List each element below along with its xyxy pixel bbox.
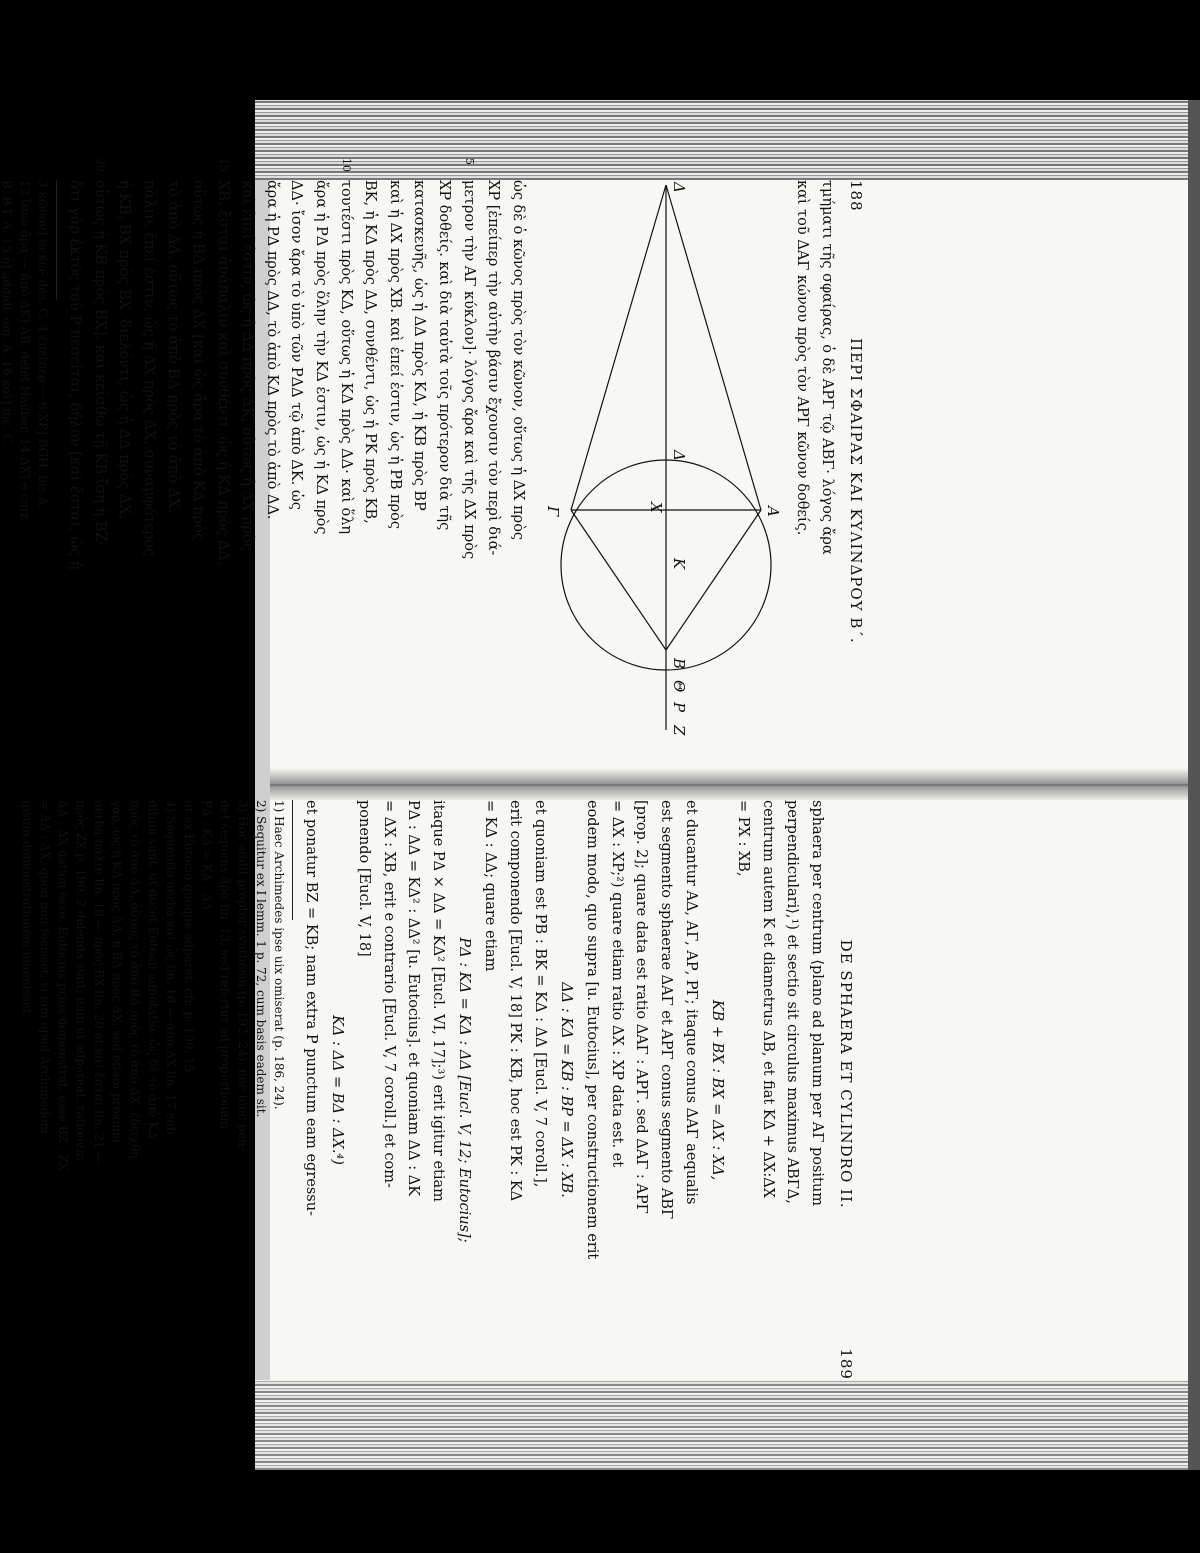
page-number: 188 — [847, 180, 865, 212]
footnote: ditiua sunt, ut docet Eutocii adnotatio: ὡς δὲ τὸ ἀπὸ ΚΔ — [145, 800, 160, 1140]
label-rho: Ρ — [669, 702, 688, 713]
label-theta: Θ — [669, 680, 688, 693]
footnote: PΔ : KΔ = KΔ : ΔΔ, — [199, 800, 214, 915]
page-number: 189 — [837, 1348, 855, 1380]
footnote-rule — [56, 180, 57, 300]
line-text: κατασκευῆς, ὡς ἡ ΔΔ πρὸς ΚΔ, ἡ ΚΒ πρὸς ΒΡ — [411, 180, 428, 511]
line-text: ΧΒ, ἔσται ἀνάπαλιν καὶ συνθέντι, ὡς ἡ ΚΔ πρὸς ΔΔ, — [214, 180, 231, 566]
line-pg — [571, 510, 666, 650]
text-line — [235, 180, 260, 770]
text-line: perpendiculari⟩,¹) et sectio sit circulus maximus ΑΒΓΔ, — [784, 800, 801, 1204]
line-text: ΔΔ· ἴσον ἄρα τὸ ὑπὸ τῶν ΡΔΔ τῷ ἀπὸ ΔΚ. ὡς — [288, 180, 305, 510]
footnote-rule — [292, 800, 293, 920]
line: τμήματι τῆς σφαίρας, ὁ δὲ ΑΡΓ τῷ ΑΒΓ· λόγος ἄρα — [819, 180, 835, 555]
label-alpha: Α — [763, 506, 782, 517]
label-gamma: Γ — [543, 506, 562, 517]
book-cover-edge — [1188, 100, 1200, 1470]
footnotes — [18, 800, 288, 1380]
book-scan — [0, 100, 1200, 1470]
equation: KΔ : ΔΔ = BΔ : ΔX.⁴) — [329, 1015, 346, 1165]
text-line: = ΔX : XB, erit e contrario [Eucl. V, 7 coroll.] et com- — [380, 800, 397, 1188]
page-edges-bottom — [255, 1380, 1200, 1470]
line-text: καὶ ἐπεί ἐστιν, ὡς ἡ ΔΔ πρὸς ΔΚ, οὕτως ἡ ΔΧ πρὸς — [239, 180, 256, 551]
text-line: ponendo [Eucl. V, 18] — [356, 800, 373, 957]
text-line — [431, 180, 456, 770]
line-number: 5 — [462, 158, 476, 165]
footnote: 4) Sequentia uerba καὶ ὡς lin. 16 — ἀπὸ ΔΧ lin. 17 sub- — [163, 800, 178, 1139]
equation: ΔΔ : KΔ = KB : BP = ΔX : XB. — [557, 982, 574, 1198]
line: καὶ τοῦ ΔΑΓ κώνου πρὸς τὸν ΑΡΓ κῶνον δοθείς. — [794, 180, 811, 536]
running-head-left — [839, 180, 865, 770]
footnote: 3) Hoc addit propter synthesin (p. 192, 24). nec hinc pen- — [235, 800, 250, 1151]
page-edges-top — [255, 100, 1200, 180]
footnote: ΔΔ : ΔΧ datam esse, Eutocius prius demonstrat, esse ΒΖ : ΖΧ — [55, 800, 70, 1172]
text-line — [284, 180, 309, 770]
line-text: ὡς δὲ ὁ κῶνος πρὸς τὸν κῶνον, οὕτως ἡ ΔΧ πρὸς — [509, 180, 526, 541]
running-head: ΠΕΡΙ ΣΦΑΙΡΑΣ ΚΑΙ ΚΥΛΙΝΔΡΟΥ Β΄. — [847, 337, 865, 644]
line-text: τὸ ἀπὸ ΔΔ, οὕτως τὸ ἀπὸ ΒΔ πρὸς τὸ ἀπὸ ΔΧ. — [165, 180, 182, 513]
footnote: uerba πάλιν lin. 18 — πρὸς ΒΧ lin. 20 et καὶ ἔσται lin. 21 — — [91, 800, 106, 1165]
label-chi: Χ — [646, 502, 665, 513]
main-text — [63, 158, 530, 770]
footnote: 2) Sequitur ex I lemm. 1 p. 72, cum basis eadem sit. — [253, 800, 268, 1118]
footnote: γάρ, ὡς ἡ ΚΔ πρὸς ΔΔ, ἡ ΒΔ πρὸς ΔΧ, sed etiam proxima — [109, 800, 124, 1143]
text-line — [161, 180, 186, 770]
label-zeta: Ζ — [669, 725, 688, 736]
text-line — [210, 158, 235, 770]
text-line: PΔ : ΔΔ = KΔ² : ΔΔ² [u. Eutocius]. et quoniam ΔΔ : ΔK — [405, 800, 422, 1197]
line-text: ΧΡ [ἐπείπερ τὴν αὐτὴν βάσιν ἔχουσιν τὸν περὶ διά- — [485, 180, 502, 556]
text-line — [136, 180, 161, 770]
footnote: πρὸς τὸ ἀπὸ ΔΔ, οὕτως τὸ ἀπὸ ΒΔ πρὸς τὸ ἀπὸ ΔΧ. ἐδείχθη — [127, 800, 142, 1159]
equation: KB + BX : BX = ΔX : XΔ, — [708, 999, 725, 1181]
text-line — [481, 180, 506, 770]
running-head: DE SPHAERA ET CYLINDRO II. — [837, 939, 855, 1209]
line-text: ΧΡ δοθείς. καὶ διὰ ταὐτὰ τοῖς πρότερον διὰ τῆς — [436, 180, 453, 531]
text-line: itaque PΔ × ΔΔ = KΔ² [Eucl. VI, 17];³) erit igitur etiam — [429, 800, 446, 1202]
text-line — [308, 180, 333, 770]
text-line — [407, 180, 432, 770]
footnote: B, B Γ A. 15 ἡ] addidi, om. A. 16 καὶ] inc. C. — [0, 180, 14, 447]
text-line: sphaera per centrum ⟨plano ad planum per ΑΓ positum — [809, 800, 825, 1206]
footnote: 3 κῶνον] in κω- des. C. 4 ἐπείπερ — 6 ΧΡ] BGH, bis A. — [35, 180, 50, 510]
footnote: 12 ἴσον ἄρα — ἀπὸ ΔΚ] ΑΒ, delet Hauber. 14 ΔΧ] e corr. — [17, 180, 32, 522]
line-text: πάλιν, ἐπεί ἐστιν, ὡς ἡ ΔΧ πρὸς ΔΧ, συναμφότερος — [140, 180, 157, 557]
page-189 — [19, 800, 1190, 1380]
label-delta: Δ — [669, 450, 688, 461]
text-line — [87, 158, 112, 770]
line-text: ΒΚ, ἡ ΚΔ πρὸς ΔΔ, συνθέντι, ὡς ἡ ΡΚ πρὸς ΚΒ, — [362, 180, 379, 524]
text-line — [186, 180, 211, 770]
text-line: est segmento sphaerae ΔΑΓ et ΑΡΓ conus segmento ΑΒΓ — [658, 800, 675, 1220]
equation: PΔ : KΔ = KΔ : ΔΔ [Eucl. V, 12; Eutocius]; — [455, 937, 472, 1243]
text-line — [382, 180, 407, 770]
line-text: τουτέστι πρὸς ΚΔ, οὕτως ἡ ΚΔ πρὸς ΔΔ· καὶ ὅλη — [337, 180, 354, 535]
line-text: ὅτι γὰρ ἐκτὸς τοῦ Ρ πεσεῖται, δῆλον [καὶ ἔσται, ὡς ἡ — [67, 180, 84, 570]
text-line: = ΔX : XP;²) quare etiam ratio ΔX : XP data est. et — [608, 800, 625, 1168]
text-line: = PX : XB, — [735, 800, 752, 877]
line-text: ἡ ΚΒ, ΒΧ πρὸς ΒΧ, διελόντι, ὡς ἡ ΔΔ πρὸς ΔΧ, — [116, 180, 133, 520]
footnote: πρὸς ΖΧ p. 190, 2 delenda sunt; nam ut adpareat, rationem — [73, 800, 88, 1161]
text-line — [63, 180, 88, 770]
line-ap — [666, 510, 761, 650]
text-line: eodem modo, quo supra [u. Eutocius], per constructionem erit — [584, 800, 601, 1260]
geometric-figure — [536, 180, 786, 740]
text-line: erit componendo [Eucl. V, 18] PK : KB, hoc est PK : KΔ — [507, 800, 524, 1202]
page-188-text — [0, 158, 865, 770]
line-text: οὕτως ἡ ΒΔ πρὸς ΔΧ [καὶ ὡς ἄρα τὸ ἀπὸ ΚΔ πρὸς — [190, 180, 207, 541]
page-189-text — [19, 800, 855, 1380]
footnote: = ΔΔ : ΔΧ, quod non fecisset, si iam apud Archimedem — [37, 800, 52, 1134]
line-text: οὕτως ἡ ΚΒ πρὸς ΒΧ]. καὶ κείσθω τῇ ΚΒ ἴση ἡ ΒΖ· — [91, 180, 108, 547]
text-line: et quoniam est PB : BK = KΔ : ΔΔ [Eucl. V, 7 coroll.], — [531, 800, 548, 1188]
text-line — [259, 180, 284, 770]
text-line — [456, 158, 481, 770]
line-number: 10 — [339, 158, 353, 172]
running-head-right — [829, 800, 855, 1380]
line-number: 15 — [216, 158, 230, 172]
text-line: et ponatur BZ = KB; nam extra P punctum eam egressu- — [303, 800, 320, 1216]
label-delta-vertex: Δ — [669, 182, 688, 193]
label-beta: Β — [669, 658, 688, 670]
text-line: centrum autem K et diametrus ΔB, et fiat KΔ + ΔX:ΔX — [759, 800, 776, 1199]
line-text: μετρον τὴν ΑΓ κύκλον]· λόγος ἄρα καὶ τῆς ΔΧ πρὸς — [460, 180, 477, 560]
line-text: καὶ ἡ ΔΧ πρὸς ΧΒ. καὶ ἐπεί ἐστιν, ὡς ἡ ΡΒ πρὸς — [386, 180, 403, 530]
footnote: 1) Haec Archimedes ipse uix omiserat (p. 186, 24). — [271, 800, 286, 1110]
footnote: det sequens ἄρα lin. 13, sed refertur ad proportionem — [217, 800, 232, 1129]
text-line — [358, 180, 383, 770]
line-text: ἄρα ἡ ΡΔ πρὸς ΔΔ, τὸ ἀπὸ ΚΔ πρὸς τὸ ἀπὸ ΔΔ. — [263, 180, 280, 520]
main-text — [299, 800, 829, 1380]
text-line — [112, 180, 137, 770]
line-text: ἄρα ἡ ΡΔ πρὸς ὅλην τὴν ΚΔ ἐστιν, ὡς ἡ ΚΔ πρὸς — [313, 180, 330, 535]
book-gutter — [270, 768, 1190, 802]
text-line — [333, 158, 358, 770]
text-line: et ducantur ΑΔ, ΑΓ, ΑΡ, ΡΓ; itaque conus ΔΑΓ aequalis — [682, 800, 699, 1205]
text-line: = KΔ : ΔΔ; quare etiam — [482, 800, 499, 972]
text-line — [505, 180, 530, 770]
text-line: [prop. 2]; quare data est ratio ΔΑΓ : ΑΡΓ. sed ΔΑΓ : ΑΡΓ — [633, 800, 650, 1214]
footnote: ipsum demonstrationem inuenisset. — [19, 800, 34, 1018]
footnote: ut ex Eutocio quoque adparet. cfr. p. 190, 15. — [181, 800, 196, 1077]
label-kappa: Κ — [669, 558, 688, 570]
page-188 — [0, 158, 1190, 770]
line-number: 20 — [93, 158, 107, 172]
